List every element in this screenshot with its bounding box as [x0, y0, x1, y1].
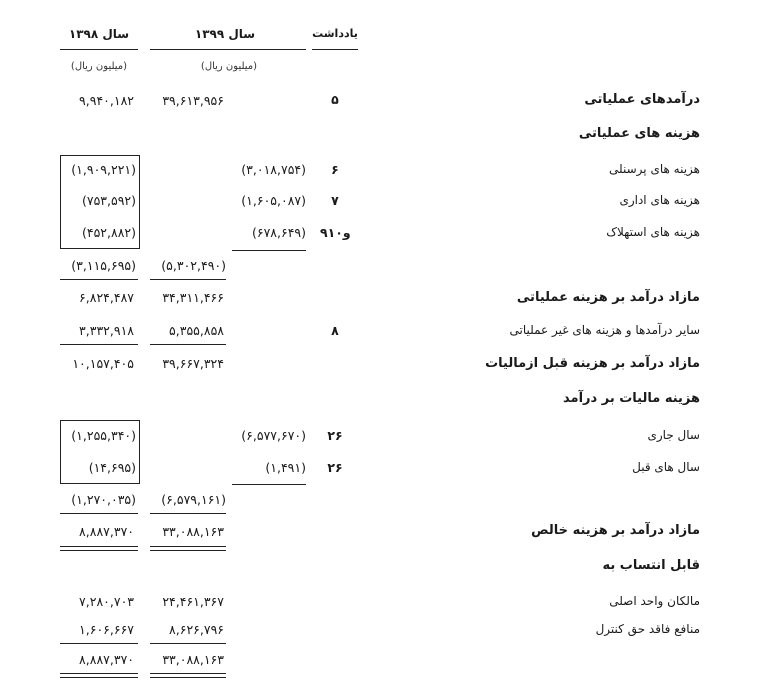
note-prior-years: ۲۶: [327, 460, 343, 475]
rule-1398-opex-total: [60, 279, 138, 280]
header-1398: سال ۱۳۹۸: [68, 27, 130, 41]
note-other: ۸: [331, 323, 339, 338]
label-pretax-surplus: مازاد درآمد بر هزینه قبل ازمالیات: [485, 356, 700, 371]
value-1398-personnel: (۱,۹۰۹,۲۲۱): [71, 162, 136, 177]
label-administrative: هزینه های اداری: [619, 193, 700, 207]
rule-inner-opex: [232, 250, 306, 251]
inner-1399-depreciation: (۶۷۸,۶۴۹): [251, 225, 306, 240]
value-1398-operating-surplus: ۶,۸۲۴,۴۸۷: [79, 290, 134, 305]
value-1398-parent-owners: ۷,۲۸۰,۷۰۳: [79, 594, 134, 609]
label-depreciation: هزینه های استهلاک: [606, 225, 700, 239]
inner-1399-personnel: (۳,۰۱۸,۷۵۴): [241, 162, 306, 177]
value-1399-tax-total: (۶,۵۷۹,۱۶۱): [161, 492, 226, 507]
double-rule-1399-attributable: [150, 673, 226, 678]
header-rule-1399: [150, 49, 306, 50]
rule-1399-opex-total: [150, 279, 226, 280]
value-1398-prior-years: (۱۴,۶۹۵): [88, 460, 136, 475]
value-1398-administrative: (۷۵۳,۵۹۲): [81, 193, 136, 208]
double-rule-1398-net: [60, 546, 138, 551]
value-1398-net-surplus: ۸,۸۸۷,۳۷۰: [79, 524, 134, 539]
label-income-tax: هزینه مالیات بر درآمد: [563, 391, 700, 406]
label-nci: منافع فاقد حق کنترل: [595, 622, 700, 636]
label-operating-expenses: هزینه های عملیاتی: [578, 126, 700, 141]
label-operating-revenue: درآمدهای عملیاتی: [584, 92, 700, 107]
value-1399-operating-revenue: ۳۹,۶۱۳,۹۵۶: [162, 93, 224, 108]
inner-1399-administrative: (۱,۶۰۵,۰۸۷): [241, 193, 306, 208]
value-1399-pretax-surplus: ۳۹,۶۶۷,۳۲۴: [162, 356, 224, 371]
header-rule-1398: [60, 49, 138, 50]
note-administrative: ۷: [331, 193, 339, 208]
label-net-surplus: مازاد درآمد بر هزینه خالص: [531, 523, 700, 538]
header-note: یادداشت: [312, 27, 358, 40]
value-1398-attributable-total: ۸,۸۸۷,۳۷۰: [79, 652, 134, 667]
rule-1398-nci: [60, 643, 138, 644]
rule-1399-nci: [150, 643, 226, 644]
inner-1399-current-year: (۶,۵۷۷,۶۷۰): [241, 428, 306, 443]
label-prior-years: سال های قبل: [632, 460, 700, 474]
value-1399-other: ۵,۳۵۵,۸۵۸: [169, 323, 224, 338]
value-1398-current-year: (۱,۲۵۵,۳۴۰): [71, 428, 136, 443]
label-attributable: قابل انتساب به: [602, 558, 700, 573]
note-current-year: ۲۶: [327, 428, 343, 443]
double-rule-1399-net: [150, 546, 226, 551]
header-rule-note: [312, 49, 358, 50]
value-1398-tax-total: (۱,۲۷۰,۰۳۵): [71, 492, 136, 507]
value-1399-nci: ۸,۶۲۶,۷۹۶: [169, 622, 224, 637]
header-1399: سال ۱۳۹۹: [194, 27, 256, 41]
value-1398-pretax-surplus: ۱۰,۱۵۷,۴۰۵: [72, 356, 134, 371]
value-1398-depreciation: (۴۵۲,۸۸۲): [81, 225, 136, 240]
label-operating-surplus: مازاد درآمد بر هزینه عملیاتی: [516, 290, 700, 305]
unit-1398: (میلیون ریال): [70, 61, 128, 72]
value-1398-operating-revenue: ۹,۹۴۰,۱۸۲: [79, 93, 134, 108]
rule-1398-tax-total: [60, 513, 138, 514]
label-other: سایر درآمدها و هزینه های غیر عملیاتی: [509, 323, 700, 337]
unit-1399: (میلیون ریال): [200, 61, 258, 72]
note-personnel: ۶: [331, 162, 339, 177]
label-current-year: سال جاری: [647, 428, 700, 442]
label-parent-owners: مالکان واحد اصلی: [609, 594, 700, 608]
rule-1399-other: [150, 344, 226, 345]
note-operating-revenue: ۵: [331, 92, 339, 107]
rule-1398-other: [60, 344, 138, 345]
value-1398-nci: ۱,۶۰۶,۶۶۷: [79, 622, 134, 637]
rule-1399-tax-total: [150, 513, 226, 514]
label-personnel: هزینه های پرسنلی: [609, 162, 700, 176]
value-1398-other: ۳,۳۳۲,۹۱۸: [79, 323, 134, 338]
double-rule-1398-attributable: [60, 673, 138, 678]
note-depreciation: ۹و۱۰: [320, 225, 351, 240]
value-1399-attributable-total: ۳۳,۰۸۸,۱۶۳: [162, 652, 224, 667]
value-1398-opex-total: (۳,۱۱۵,۶۹۵): [71, 258, 136, 273]
value-1399-net-surplus: ۳۳,۰۸۸,۱۶۳: [162, 524, 224, 539]
value-1399-operating-surplus: ۳۴,۳۱۱,۴۶۶: [162, 290, 224, 305]
inner-1399-prior-years: (۱,۴۹۱): [265, 460, 306, 475]
value-1399-parent-owners: ۲۴,۴۶۱,۳۶۷: [162, 594, 224, 609]
value-1399-opex-total: (۵,۳۰۲,۴۹۰): [161, 258, 226, 273]
rule-inner-tax: [232, 484, 306, 485]
